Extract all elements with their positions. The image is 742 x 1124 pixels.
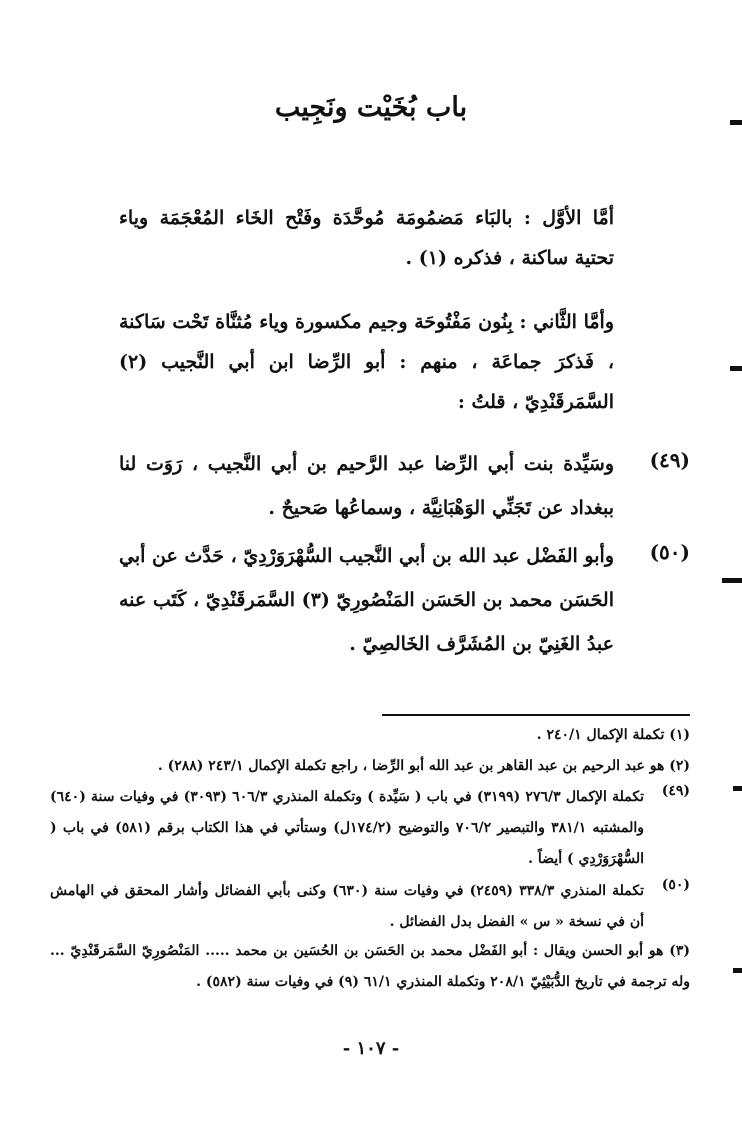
footnote: (٢) هو عبد الرحيم بن عبد القاهر بن عبد الله أبو الرِّضا ، راجع تكملة الإكمال ٢٤٣/١ (٢٨٨) . bbox=[157, 758, 690, 774]
edge-mark bbox=[733, 968, 742, 973]
footnote-entry-number: (٤٩) bbox=[661, 783, 690, 799]
intro-second-paragraph: وأمَّا الثَّاني : بِنُون مَفْتُوحَة وجيم مكسورة وياء مُثنَّاة تَحْت سَاكنة ، فَذكرَ جماعَة ، منهم : أبو الرِّضا ابن أبي النَّجيب (٢) السَّمَرقَنْدِيّ ، قلتُ : bbox=[119, 311, 614, 413]
footnote: (١) تكملة الإكمال ٢٤٠/١ . bbox=[536, 727, 690, 743]
footnote-entry-number: (٥٠) bbox=[661, 877, 690, 893]
entry-text: وأبو الفَضْل عبد الله بن أبي النَّجيب السُّهْرَوَرْدِيّ ، حَدَّث عن أبي الحَسَن محمد بن الحَسَن المَنْصُورِيّ (٣) السَّمَرقَنْدِيّ ، كَتَب عنه عبدُ الغَنِيّ بن المُشَرَّف الخَالصِيّ . bbox=[119, 545, 614, 655]
entry-text: وسَيِّدة بنت أبي الرِّضا عبد الرَّحيم بن أبي النَّجيب ، رَوَت لنا ببغداد عن تَجَنِّي الوَهْبَانِيَّة ، وسماعُها صَحيحٌ . bbox=[119, 453, 614, 519]
page-number: - ١٠٧ - bbox=[342, 1038, 400, 1059]
edge-mark bbox=[733, 786, 742, 791]
entry-number: (٥٠) bbox=[649, 540, 690, 564]
footnote: (٣) هو أبو الحسن ويقال : أبو الفَضْل محمد بن الحَسَن بن الحُسَين بن محمد ..... المَنْصُورِيّ السَّمَرقَنْدِيّ ... وله ترجمة في تاريخ الدُّبَيْثِيّ ٢٠٨/١ وتكملة المنذري ٦١/١ (٩) في وفيات سنة (٥٨٢) . bbox=[50, 943, 690, 990]
edge-mark bbox=[722, 578, 742, 583]
edge-mark bbox=[730, 366, 742, 371]
entry-number: (٤٩) bbox=[649, 448, 690, 472]
edge-mark bbox=[730, 120, 742, 125]
intro-first-paragraph: أمَّا الأوَّل : بالبَاء مَضمُومَة مُوحَّدَة وفَتْح الخَاء المُعْجَمَة وياء تحتية ساكنة ، فذكره (١) . bbox=[119, 207, 614, 269]
chapter-title: باب بُخَيْت ونَجِيب bbox=[274, 92, 468, 123]
footnote: تكملة المنذري ٣٣٨/٣ (٢٤٥٩) في وفيات سنة (٦٣٠) وكنى بأبي الفضائل وأشار المحقق في الهامش أن في نسخة « س » الفضل بدل الفضائل . bbox=[50, 883, 645, 930]
footnote-separator bbox=[382, 714, 690, 716]
footnote: تكملة الإكمال ٢٧٦/٣ (٣١٩٩) في باب ( سَيِّدة ) وتكملة المنذري ٦٠٦/٣ (٣٠٩٣) في وفيات سنة (٦٤٠) والمشتبه ٣٨١/١ والتبصير ٧٠٦/٢ والتوضيح (١٧٤/٢ل) وستأتي في هذا الكتاب برقم (٥٨١) في باب ( السُّهْرَوَرْدِي ) أيضاً . bbox=[50, 789, 645, 867]
